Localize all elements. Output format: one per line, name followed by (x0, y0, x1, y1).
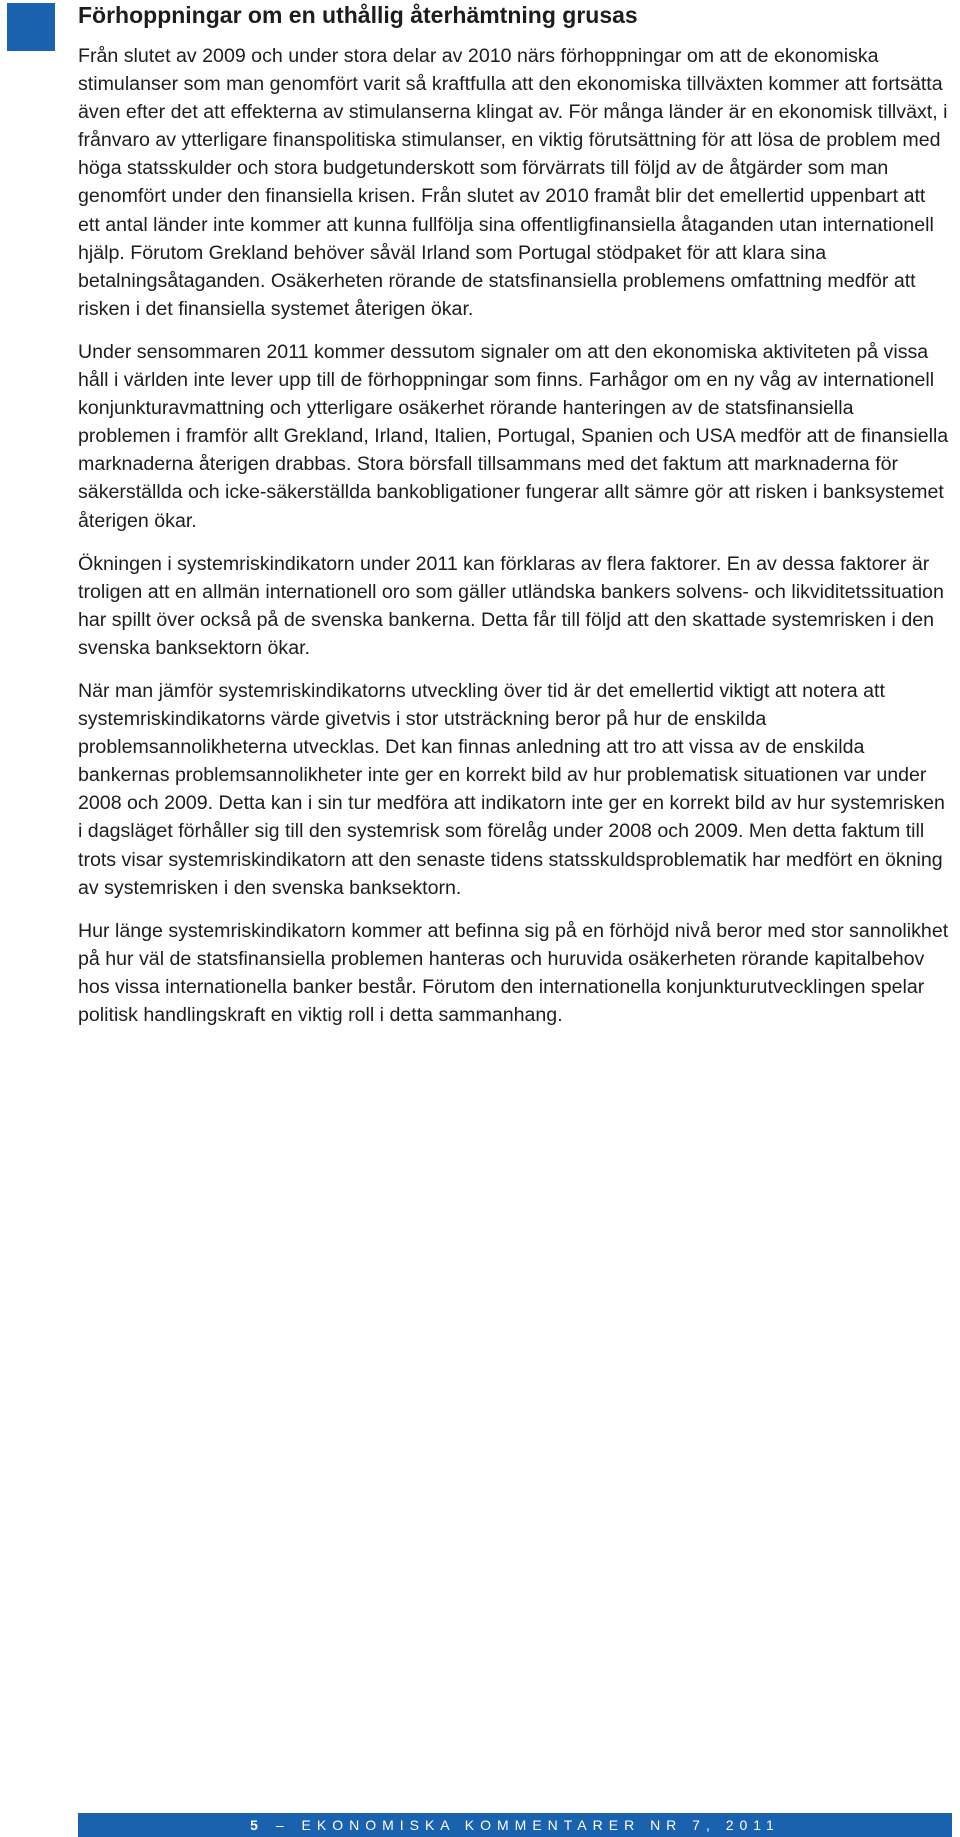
corner-color-block (7, 3, 55, 51)
page-number: 5 (250, 1817, 264, 1833)
paragraph-1: Från slutet av 2009 och under stora delar av 2010 närs förhoppningar om att de ekonomiska stimulanser som man genomfört varit så kraftfulla att den ekonomiska tillväxten kommer att fortsätta även efter det att effekterna av stimulanserna klingat av. För många länder är en ekonomisk tillväxt, i frånvaro av ytterligare finanspolitiska stimulanser, en viktig förutsättning för att lösa de problem med höga statsskulder och stora budgetunderskott som förvärrats till följd av de åtgärder som man genomfört under den finansiella krisen. Från slutet av 2010 framåt blir det emellertid uppenbart att ett antal länder inte kommer att kunna fullfölja sina offentligfinansiella åtaganden utan internationell hjälp. Förutom Grekland behöver såväl Irland som Portugal stödpaket för att klara sina betalningsåtaganden. Osäkerheten rörande de statsfinansiella problemens omfattning medför att risken i det finansiella systemet återigen ökar. (78, 45, 948, 320)
footer-text (250, 1817, 780, 1833)
body-text (78, 42, 950, 1044)
section-heading: Förhoppningar om en uthållig återhämtning grusas (78, 2, 638, 28)
publication-title: EKONOMISKA KOMMENTARER NR 7, 2011 (301, 1817, 780, 1833)
footer-separator: – (275, 1817, 290, 1833)
paragraph-2: Under sensommaren 2011 kommer dessutom signaler om att den ekonomiska aktiviteten på vissa håll i världen inte lever upp till de förhoppningar som finns. Farhågor om en ny våg av internationell konjunkturavmattning och ytterligare osäkerhet rörande hanteringen av de statsfinansiella problemen i framför allt Grekland, Irland, Italien, Portugal, Spanien och USA medför att de finansiella marknaderna återigen drabbas. Stora börsfall tillsammans med det faktum att marknaderna för säkerställda och icke-säkerställda bankobligationer fungerar allt sämre gör att risken i banksystemet återigen ökar. (78, 340, 949, 532)
footer-bar (78, 1813, 952, 1837)
paragraph-4: När man jämför systemriskindikatorns utveckling över tid är det emellertid viktigt att notera att systemriskindikatorns värde givetvis i stor utsträckning beror på hur de enskilda problemsannolikheterna utvecklas. Det kan finnas anledning att tro att vissa av de enskilda bankernas problemsannolikheter inte ger en korrekt bild av hur problematisk situationen var under 2008 och 2009. Detta kan i sin tur medföra att indikatorn inte ger en korrekt bild av hur systemrisken i dagsläget förhåller sig till den systemrisk som förelåg under 2008 och 2009. Men detta faktum till trots visar systemriskindikatorn att den senaste tidens statsskuldsproblematik har medfört en ökning av systemrisken i den svenska banksektorn. (78, 679, 945, 899)
paragraph-3: Ökningen i systemriskindikatorn under 2011 kan förklaras av flera faktorer. En av dessa faktorer är troligen att en allmän internationell oro som gäller utländska bankers solvens- och likviditetssituation har spillt över också på de svenska bankerna. Detta får till följd att den skattade systemrisken i den svenska banksektorn ökar. (78, 552, 944, 659)
paragraph-5: Hur länge systemriskindikatorn kommer att befinna sig på en förhöjd nivå beror med stor sannolikhet på hur väl de statsfinansiella problemen hanteras och huruvida osäkerheten rörande kapitalbehov hos vissa internationella banker består. Förutom den internationella konjunkturutvecklingen spelar politisk handlingskraft en viktig roll i detta sammanhang. (78, 919, 949, 1026)
